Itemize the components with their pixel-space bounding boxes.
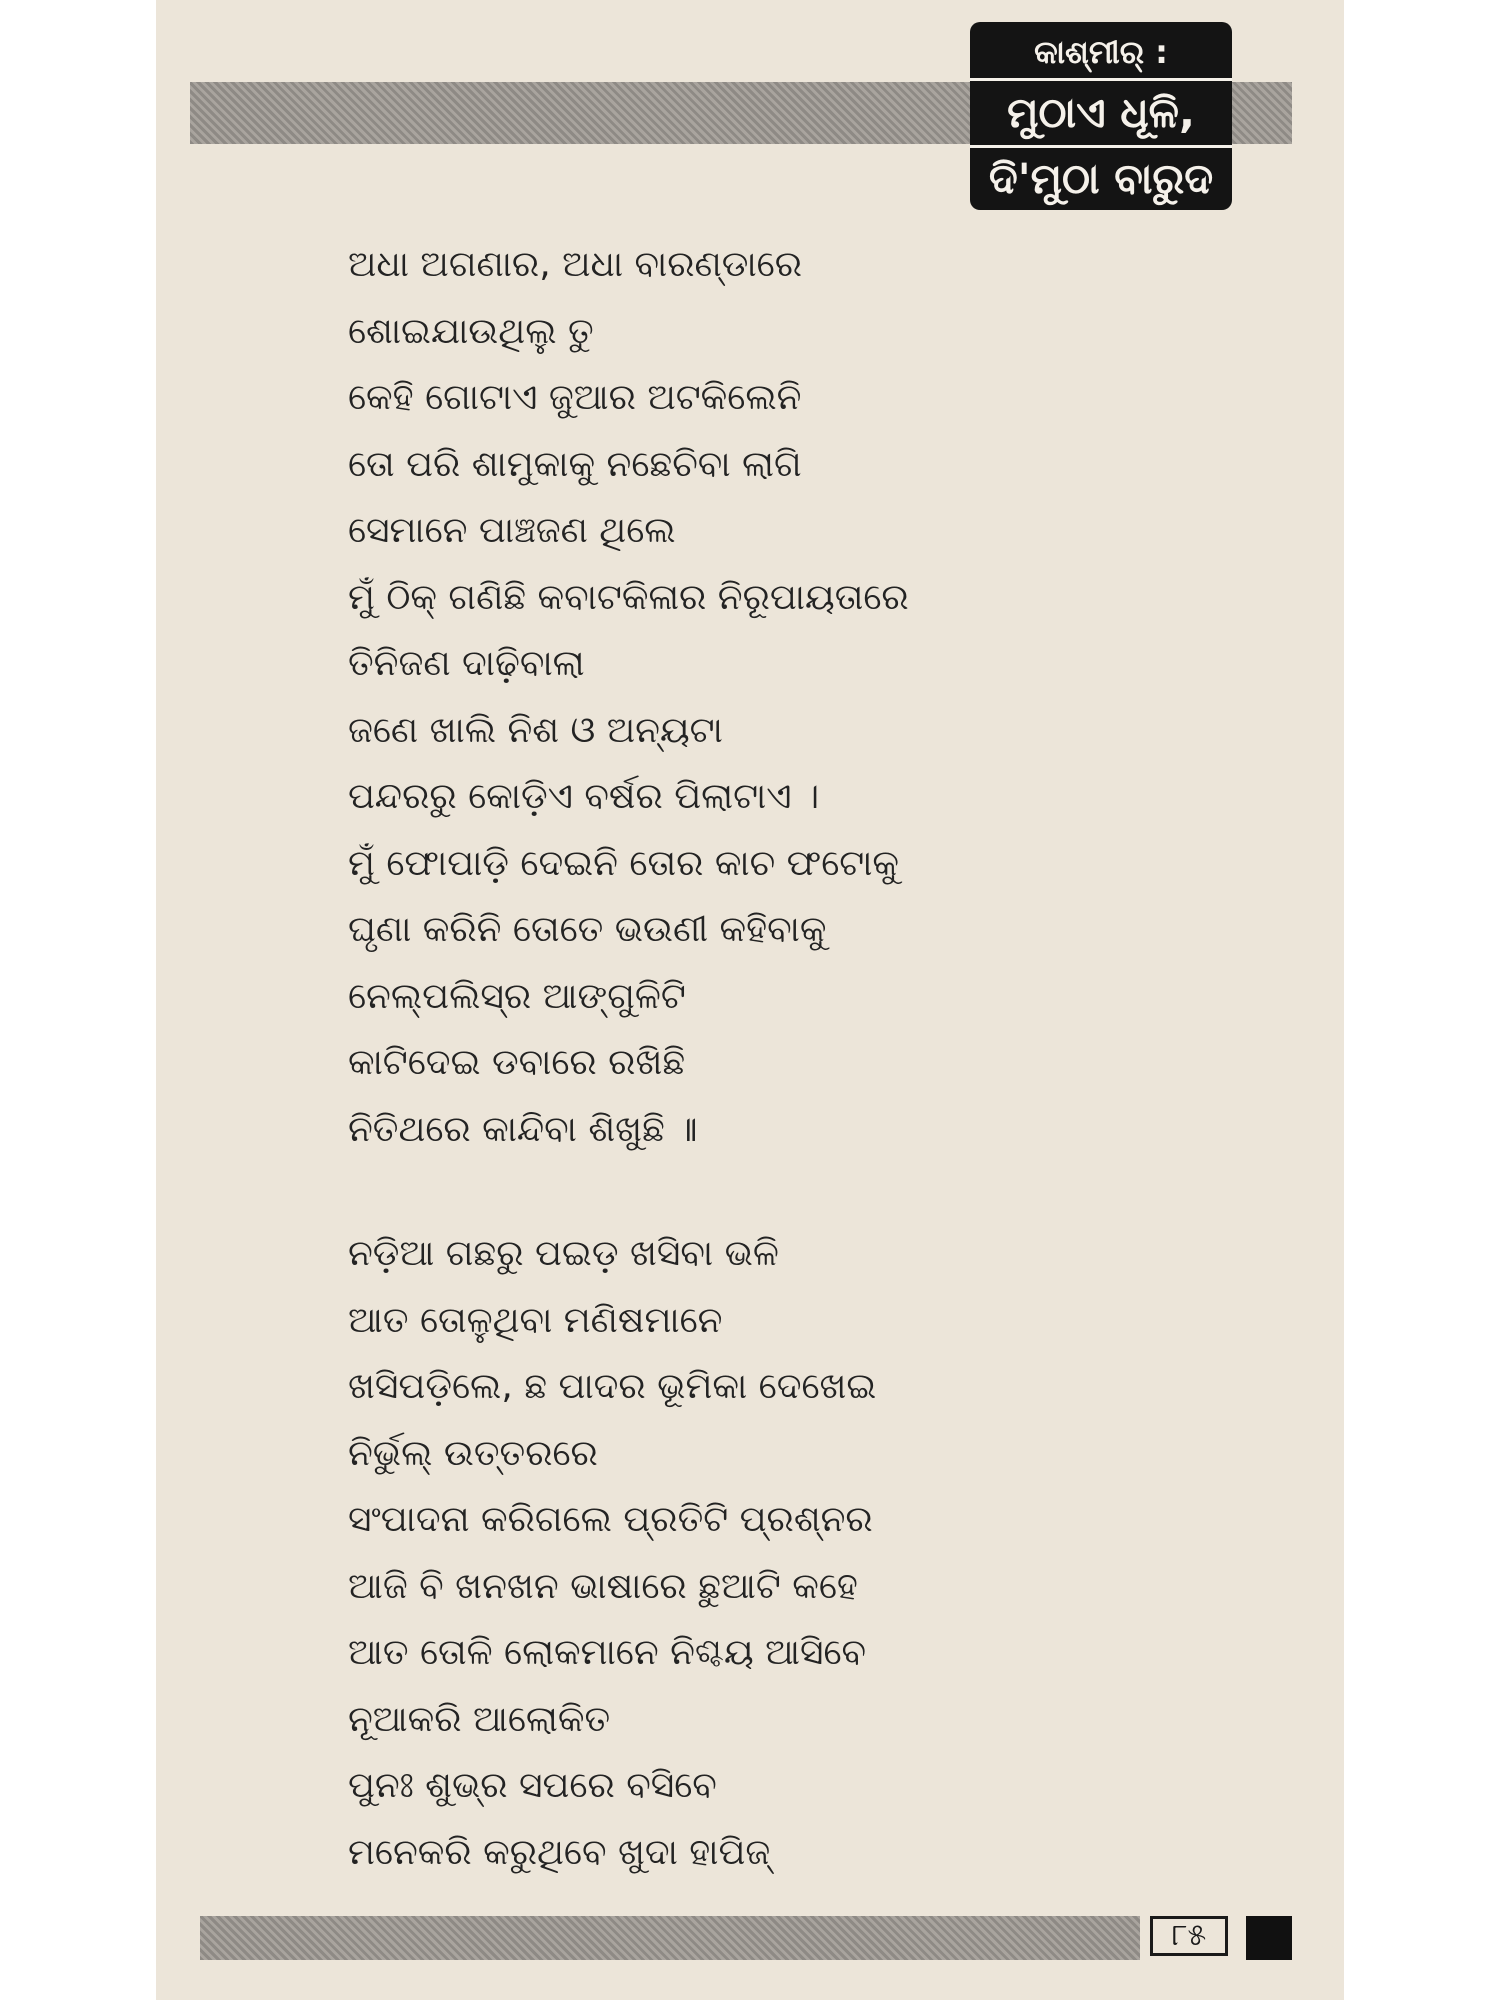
poem-line: ନୂଆକରି ଆଲୋକିତ [348,1698,611,1740]
stanza-2 [348,1221,1228,1886]
poem-line: ଜଣେ ଖାଲି ନିଶ ଓ ଅନ୍ୟଟା [348,709,723,751]
stanza-1 [348,232,1228,1163]
poem-line: ପୁନଃ ଶୁଭ୍ର ସପରେ ବସିବେ [348,1765,717,1806]
book-page [156,0,1344,2000]
poem-line: ମୁଁ ଫୋପାଡ଼ି ଦେଇନି ତୋର କାଚ ଫଟୋକୁ [348,842,900,884]
poem-line: ସେମାନେ ପାଞ୍ଚଜଣ ଥିଲେ [348,510,676,551]
poem-line: ଆତ ତୋଳି ଲୋକମାନେ ନିଶ୍ଚୟ ଆସିବେ [348,1632,867,1673]
poem-line: କାଟିଦେଇ ଡବାରେ ରଖିଛି [348,1042,686,1083]
title-line-3: ଦି'ମୁଠା ବାରୁଦ [988,154,1214,203]
poem-line: ନଡ଼ିଆ ଗଛରୁ ପଇଡ଼ ଖସିବା ଭଳି [348,1233,779,1274]
poem-line: ତୋ ପରି ଶାମୁକାକୁ ନଛେଚିବା ଲାଗି [348,443,802,485]
poem-line: ମୁଁ ଠିକ୍ ଗଣିଛି କବାଟକିଳାର ନିରୂପାୟତାରେ [348,576,909,618]
stanza-gap [348,1163,1228,1221]
poem-line: ଅଧା ଅଗଣାର, ଅଧା ବାରଣ୍ଡାରେ [348,244,802,285]
poem-line: ଘୃଣା କରିନି ତୋତେ ଭଉଣୀ କହିବାକୁ [348,909,827,950]
poem-line: ନିର୍ଭୁଲ୍ ଉତ୍ତରରେ [348,1432,598,1474]
title-line-2: ମୁଠାଏ ଧୂଳି, [970,78,1232,148]
poem-line: ଶୋଇଯାଉଥିଲୁ ତୁ [348,310,594,352]
poem-line: ପନ୍ଦରରୁ କୋଡ଼ିଏ ବର୍ଷର ପିଲାଟାଏ । [348,776,820,817]
poem-line: କେହି ଗୋଟାଏ ଜୁଆର ଅଟକିଲେନି [348,377,802,418]
poem-line: ଖସିପଡ଼ିଲେ, ଛ ପାଦର ଭୂମିକା ଦେଖେଇ [348,1366,877,1407]
page-number: ୮୫ [1150,1916,1228,1956]
poem-line: ନେଲ୍‌ପଲିସ୍‌ର ଆଙ୍ଗୁଳିଟି [348,975,686,1017]
footer-corner-block [1246,1916,1292,1960]
poem-line: ନିତିଥରେ କାନ୍ଦିବା ଶିଖୁଛି ॥ [348,1108,698,1150]
poem-line: ତିନିଜଣ ଦାଢ଼ିବାଲା [348,643,585,684]
poem-line: ସଂପାଦନା କରିଗଲେ ପ୍ରତିଟି ପ୍ରଶ୍ନର [348,1499,873,1540]
poem-body [348,232,1228,1886]
title-line-1: କାଶ୍ମୀର୍ : [1034,33,1168,71]
poem-line: ମନେକରି କରୁଥିବେ ଖୁଦା ହାପିଜ୍ [348,1831,771,1873]
poem-line: ଆତ ତୋଳୁଥିବା ମଣିଷମାନେ [348,1299,723,1341]
poem-line: ଆଜି ବି ଖନଖନ ଭାଷାରେ ଛୁଆଟି କହେ [348,1565,858,1607]
footer-decorative-bar [200,1916,1140,1960]
chapter-title-box [970,22,1232,210]
